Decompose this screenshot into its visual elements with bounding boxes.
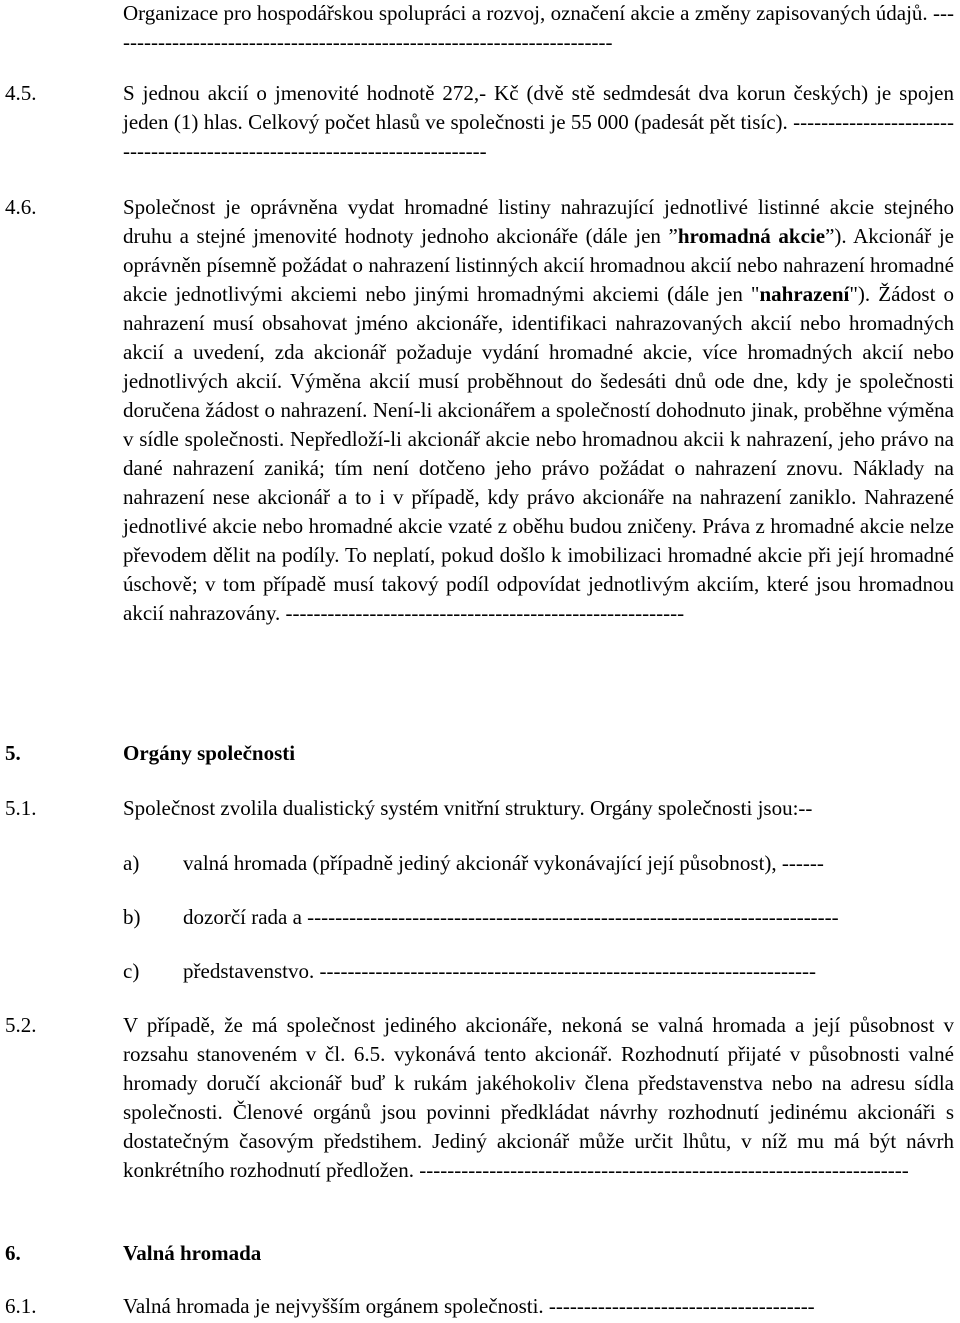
section-heading-5 bbox=[0, 739, 956, 768]
clause-6-1 bbox=[0, 1292, 956, 1321]
section-title: Orgány společnosti bbox=[123, 741, 296, 765]
clause-5-1 bbox=[0, 794, 956, 823]
list-item-letter: b) bbox=[123, 905, 141, 929]
section-title: Valná hromada bbox=[123, 1241, 262, 1265]
clause-text: V případě, že má společnost jediného akcionáře, nekoná se valná hromada a její působnost v rozsahu stanoveném v čl. 6.5. vykonává tento akcionář. Rozhodnutí přijaté v působnosti valné hromady doručí akcionář buď k rukám jakéhokoliv člena představenstva nebo na adresu sídla společnosti. Členové orgánů jsou povinni předkládat návrhy rozhodnutí jedinému akcionáři s dostatečným časovým předstihem. Jediný akcionář může určit lhůtu, v níž mu má být návrh konkrétního rozhodnutí předložen. ---------------------------------------------------------------------- bbox=[123, 1013, 954, 1182]
clause-5-2 bbox=[0, 1011, 956, 1185]
list-item bbox=[0, 903, 956, 932]
section-number: 6. bbox=[5, 1241, 21, 1265]
clause-4-5 bbox=[0, 79, 956, 166]
list-item bbox=[0, 957, 956, 986]
defined-term-nahrazeni: nahrazení bbox=[759, 282, 850, 306]
clause-number: 5.2. bbox=[5, 1013, 37, 1037]
text-run: "). Žádost o nahrazení musí obsahovat jméno akcionáře, identifikaci nahrazovaných akcií nebo hromadných akcií a uvedení, zda akcionář požaduje vydání hromadné akcie, více hromadných akcií nebo jednotlivých akcií. Výměna akcií musí proběhnout do šedesáti dnů ode dne, kdy je společnosti doručena žádost o nahrazení. Není-li akcionářem a společností dohodnuto jinak, proběhne výměna v sídle společnosti. Nepředloží-li akcionář akcie nebo hromadnou akcii k nahrazení, jeho právo na dané nahrazení zaniká; tím není dotčeno jeho právo požádat o nahrazení znovu. Náklady na nahrazení nese akcionář a to i v případě, kdy právo akcionáře na nahrazení zaniklo. Nahrazené jednotlivé akcie nebo hromadné akcie vzaté z oběhu budou zničeny. Práva z hromadné akcie nelze převodem dělit na podíly. To neplatí, pokud došlo k imobilizaci hromadné akcie při její hromadné úschově; v tom případě musí takový podíl odpovídat jednotlivým akciím, které jsou hromadnou akcií nahrazovány. --------------------------------------------------------- bbox=[123, 282, 954, 625]
list-item-text: představenstvo. ----------------------------------------------------------------------- bbox=[183, 959, 816, 983]
text-run: ”). Akcionář je oprávněn písemně požádat o nahrazení listinných akcií hromadnou akcií nebo nahrazení hromadné akcie jednotlivými akciemi nebo jinými hromadnými akciemi (dále jen " bbox=[123, 224, 954, 306]
paragraph-continuation bbox=[0, 0, 956, 57]
defined-term-hromadna-akcie: hromadná akcie bbox=[677, 224, 826, 248]
list-item-letter: a) bbox=[123, 851, 140, 875]
text-run: Společnost je oprávněna vydat hromadné listiny nahrazující jednotlivé listinné akcie stejného druhu a stejné jmenovité hodnoty jednoho akcionáře (dále jen ” bbox=[123, 195, 954, 248]
paragraph-text: Organizace pro hospodářskou spolupráci a rozvoj, označení akcie a změny zapisovaných údajů. ------------------------------------------------------------------------- bbox=[123, 1, 954, 54]
clause-text bbox=[123, 193, 954, 628]
list-item-text: valná hromada (případně jediný akcionář vykonávající její působnost), ------ bbox=[183, 851, 824, 875]
clause-text: S jednou akcií o jmenovité hodnotě 272,- Kč (dvě stě sedmdesát dva korun českých) je spojen jeden (1) hlas. Celkový počet hlasů ve společnosti je 55 000 (padesát pět tisíc). --------------------------------------------------------------------------- bbox=[123, 81, 954, 163]
section-heading-6 bbox=[0, 1239, 956, 1268]
clause-number: 4.5. bbox=[5, 81, 37, 105]
clause-number: 5.1. bbox=[5, 796, 37, 820]
clause-4-6 bbox=[0, 193, 956, 628]
section-number: 5. bbox=[5, 741, 21, 765]
list-item bbox=[0, 849, 956, 878]
clause-number: 6.1. bbox=[5, 1294, 37, 1318]
list-item-letter: c) bbox=[123, 959, 140, 983]
list-item-text: dozorčí rada a ---------------------------------------------------------------------------- bbox=[183, 905, 839, 929]
clause-text: Valná hromada je nejvyšším orgánem společnosti. -------------------------------------- bbox=[123, 1294, 815, 1318]
clause-number: 4.6. bbox=[5, 195, 37, 219]
clause-text: Společnost zvolila dualistický systém vnitřní struktury. Orgány společnosti jsou:-- bbox=[123, 796, 813, 820]
